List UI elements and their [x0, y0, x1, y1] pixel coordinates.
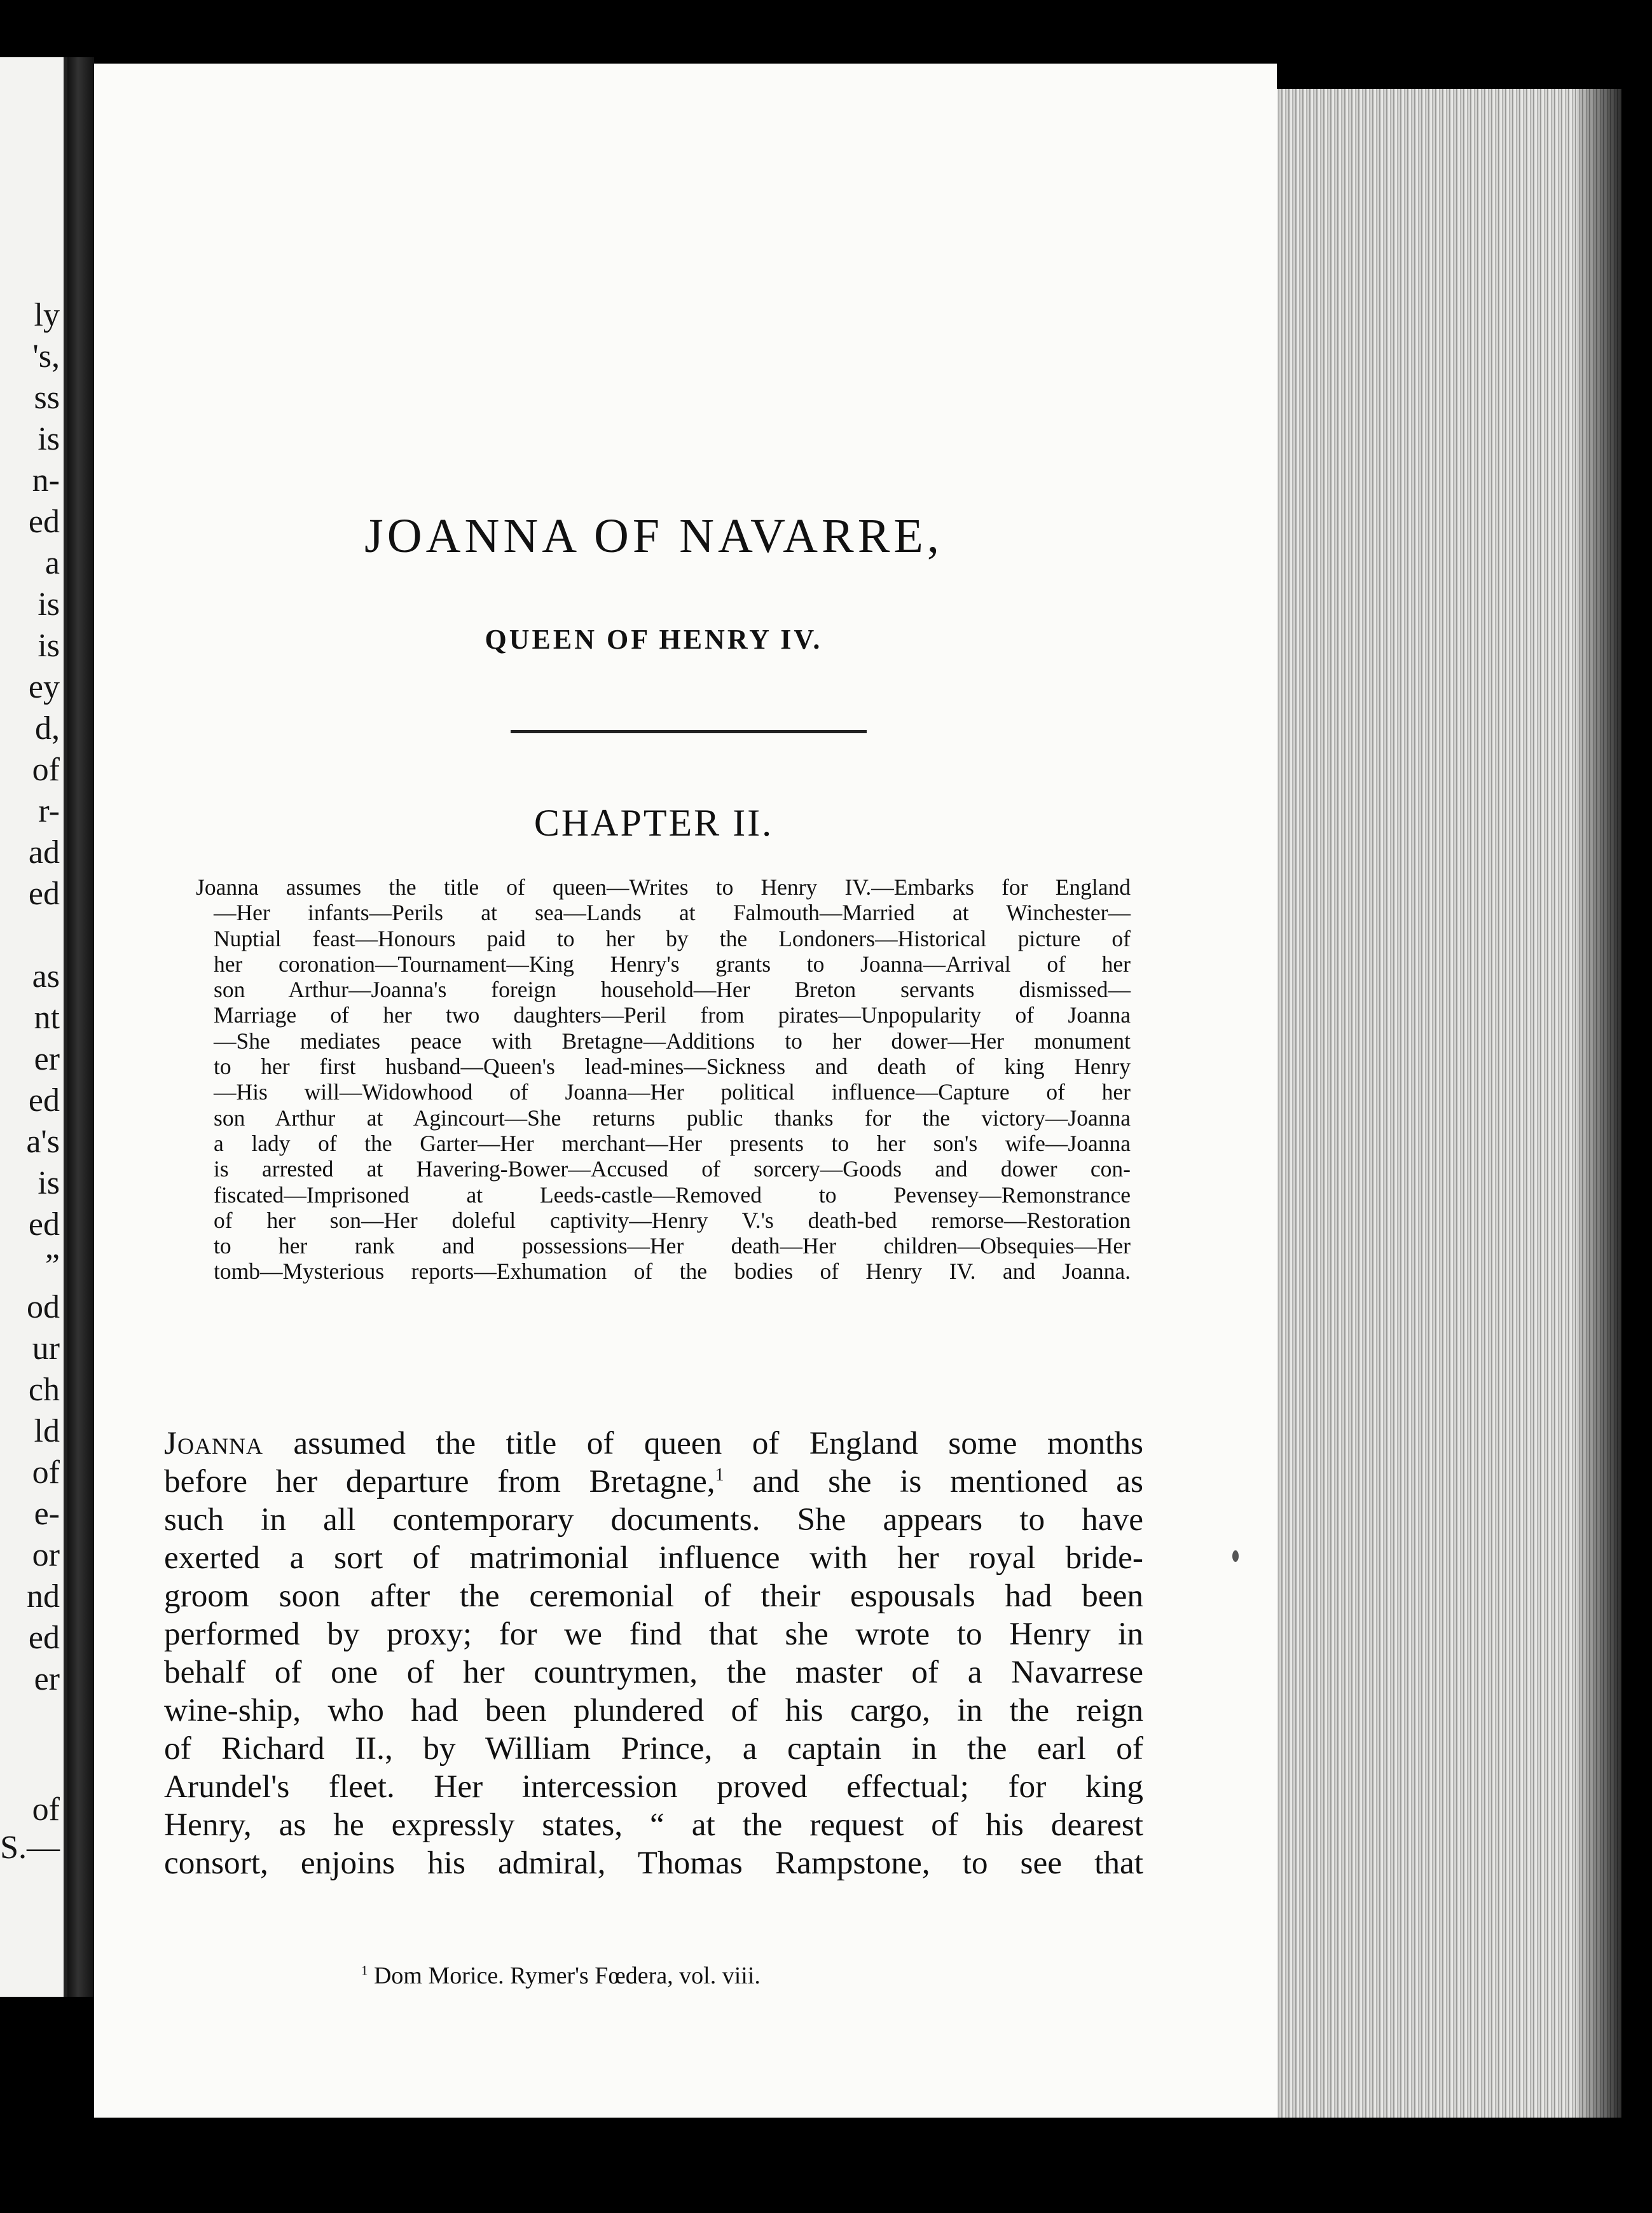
left-line-fragment: a [45, 545, 60, 581]
body-line: performed by proxy; for we find that she wrote to Henry in [164, 1616, 1143, 1652]
left-line-fragment: nt [34, 1000, 60, 1036]
summary-line: is arrested at Havering-Bower—Accused of sorcery—Goods and dower con- [214, 1156, 1131, 1182]
left-line-fragment: ur [32, 1330, 60, 1367]
left-line-fragment: 's, [32, 338, 60, 375]
left-line-fragment: ly [34, 297, 60, 333]
left-line-fragment: ed [28, 1620, 60, 1656]
left-line-fragment: ey [28, 669, 60, 705]
summary-line: Nuptial feast—Honours paid to her by the Londoners—Historical picture of [214, 925, 1131, 951]
left-line-fragment: n- [32, 462, 60, 499]
left-line-fragment: er [34, 1661, 60, 1697]
left-line-fragment: ad [28, 834, 60, 871]
body-paragraph [164, 1424, 1143, 1882]
left-line-fragment: ld [34, 1413, 60, 1449]
body-line: groom soon after the ceremonial of their espousals had been [164, 1578, 1143, 1614]
ink-speck [1232, 1550, 1239, 1562]
summary-line: son Arthur at Agincourt—She returns public thanks for the victory—Joanna [214, 1105, 1131, 1131]
footnote [361, 1962, 1061, 1990]
page-subtitle: QUEEN OF HENRY IV. [485, 624, 823, 655]
body-line: before her departure from Bretagne,$^1$ and she is mentioned as [164, 1463, 1144, 1499]
summary-line: Marriage of her two daughters—Peril from pirates—Unpopularity of Joanna [214, 1002, 1131, 1028]
body-line: of Richard II., by William Prince, a captain in the earl of [164, 1730, 1143, 1767]
left-line-fragment: is [38, 1165, 60, 1201]
left-line-fragment: e- [34, 1496, 60, 1532]
summary-line: a lady of the Garter—Her merchant—Her presents to her son's wife—Joanna [214, 1130, 1131, 1156]
left-line-fragment: a's [26, 1124, 60, 1160]
page-title: JOANNA OF NAVARRE, [364, 509, 943, 563]
summary-line: fiscated—Imprisoned at Leeds-castle—Removed to Pevensey—Remonstrance [214, 1182, 1131, 1208]
book-page [94, 64, 1277, 2118]
footnote-marker: 1 [361, 1962, 368, 1978]
left-line-fragment: r- [38, 793, 60, 829]
drop-word: Joanna [164, 1425, 263, 1461]
title-rule [511, 730, 867, 733]
summary-line: of her son—Her doleful captivity—Henry V.'s death-bed remorse—Restoration [214, 1207, 1131, 1233]
left-line-fragment: of [32, 752, 60, 788]
page-edges-shadow [1577, 89, 1628, 2118]
left-line-fragment: d, [35, 710, 60, 747]
summary-line: —She mediates peace with Bretagne—Additions to her dower—Her monument [214, 1028, 1131, 1054]
left-line-fragment: as [32, 958, 60, 995]
left-line-fragment: ed [28, 1082, 60, 1119]
chapter-summary [196, 874, 1131, 1285]
body-line: behalf of one of her countrymen, the master of a Navarrese [164, 1654, 1143, 1690]
left-line-fragment: ss [34, 380, 60, 416]
summary-line: Joanna assumes the title of queen—Writes to Henry IV.—Embarks for England [196, 874, 1131, 900]
page-edges [1265, 89, 1621, 2118]
left-line-fragment: er [34, 1041, 60, 1077]
footnote-ref: 1 [715, 1465, 724, 1485]
body-line: consort, enjoins his admiral, Thomas Rampstone, to see that [164, 1845, 1143, 1881]
body-line: Joanna assumed the title of queen of England some months [164, 1425, 1143, 1461]
body-line: Henry, as he expressly states, “ at the request of his dearest [164, 1807, 1143, 1843]
summary-line: —Her infants—Perils at sea—Lands at Falmouth—Married at Winchester— [214, 900, 1131, 926]
body-line: exerted a sort of matrimonial influence with her royal bride- [164, 1540, 1143, 1576]
left-line-fragment: ” [45, 1248, 60, 1284]
chapter-heading: CHAPTER II. [533, 802, 774, 844]
body-line: such in all contemporary documents. She appears to have [164, 1501, 1143, 1538]
left-line-fragment: ed [28, 504, 60, 540]
summary-line: to her first husband—Queen's lead-mines—Sickness and death of king Henry [214, 1054, 1131, 1080]
left-line-fragment: ed [28, 876, 60, 912]
left-line-fragment: of [32, 1791, 60, 1828]
footnote-text: Dom Morice. Rymer's Fœdera, vol. viii. [368, 1962, 761, 1989]
summary-line: son Arthur—Joanna's foreign household—Her Breton servants dismissed— [214, 977, 1131, 1003]
left-line-fragment: is [38, 421, 60, 457]
left-line-fragment: ed [28, 1206, 60, 1243]
body-line: Arundel's fleet. Her intercession proved effectual; for king [164, 1768, 1143, 1805]
summary-line: tomb—Mysterious reports—Exhumation of the bodies of Henry IV. and Joanna. [214, 1258, 1131, 1285]
body-line: wine-ship, who had been plundered of his cargo, in the reign [164, 1692, 1143, 1728]
summary-line: to her rank and possessions—Her death—Her children—Obsequies—Her [214, 1233, 1131, 1259]
left-line-fragment: od [27, 1289, 60, 1325]
left-line-fragment: S.— [0, 1830, 60, 1866]
left-line-fragment: is [38, 586, 60, 623]
summary-line: her coronation—Tournament—King Henry's grants to Joanna—Arrival of her [214, 951, 1131, 977]
left-line-fragment: nd [27, 1578, 60, 1615]
summary-line: —His will—Widowhood of Joanna—Her political influence—Capture of her [214, 1079, 1131, 1105]
left-line-fragment: is [38, 628, 60, 664]
book-gutter [67, 57, 94, 1997]
left-line-fragment: or [32, 1537, 60, 1573]
left-page-edge [0, 57, 67, 1997]
left-line-fragment: of [32, 1454, 60, 1491]
left-line-fragment: ch [28, 1372, 60, 1408]
